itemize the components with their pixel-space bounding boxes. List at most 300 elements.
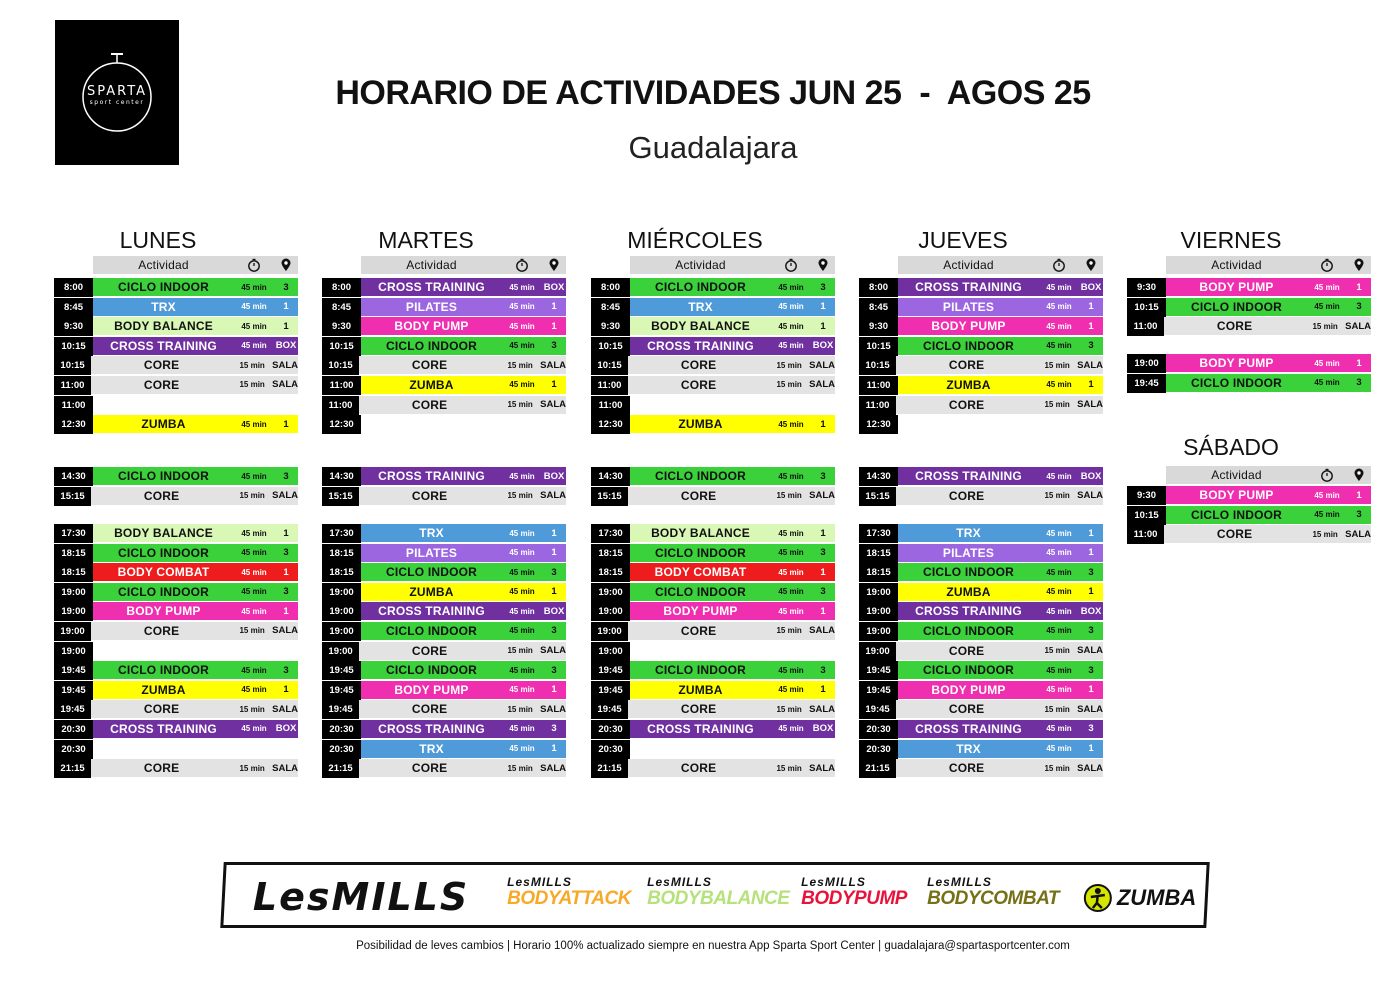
class-time: 18:15 [54, 544, 93, 563]
class-room: SALA [272, 625, 298, 637]
class-time: 10:15 [591, 356, 628, 375]
class-room: 3 [551, 723, 557, 735]
table-header-sabado [1127, 466, 1371, 486]
class-room: SALA [540, 359, 566, 371]
class-row [54, 524, 298, 543]
location-pin-icon [817, 258, 829, 272]
table-header-viernes [1127, 256, 1371, 276]
class-row [54, 298, 298, 317]
class-row [322, 563, 566, 582]
class-time: 19:45 [859, 681, 898, 700]
class-room: 1 [283, 418, 289, 430]
class-duration: 45 min [778, 665, 804, 675]
class-row [322, 376, 566, 395]
class-room: 1 [820, 566, 826, 578]
class-time: 19:00 [322, 602, 361, 621]
class-activity: BODY BALANCE [651, 526, 750, 540]
class-activity: CICLO INDOOR [117, 584, 210, 599]
class-time: 19:00 [54, 602, 93, 621]
class-time: 8:00 [322, 278, 361, 297]
class-duration: 45 min [1046, 471, 1072, 481]
class-duration: 15 min [776, 491, 802, 501]
class-duration: 45 min [1046, 567, 1072, 577]
location-pin-icon [1353, 258, 1365, 272]
class-duration: 45 min [1314, 510, 1340, 520]
table-header-lunes [54, 256, 298, 276]
class-row [859, 720, 1103, 739]
class-duration: 15 min [776, 704, 802, 714]
class-row [859, 487, 1103, 506]
class-time: 11:00 [54, 396, 93, 415]
table-header-miercoles [591, 256, 835, 276]
class-duration: 45 min [1046, 528, 1072, 538]
class-activity: BODY PUMP [1199, 280, 1274, 294]
class-duration: 15 min [776, 360, 802, 370]
class-activity: CICLO INDOOR [922, 663, 1015, 678]
class-room: 1 [1088, 586, 1094, 598]
class-time: 8:00 [54, 278, 93, 297]
class-duration: 45 min [1046, 724, 1072, 734]
class-time: 20:30 [859, 740, 898, 759]
class-duration: 45 min [1046, 302, 1072, 312]
class-room: 3 [820, 470, 826, 482]
class-time: 14:30 [859, 467, 898, 486]
class-duration: 45 min [241, 567, 267, 577]
lesmills-logo: LesMILLS [252, 875, 470, 919]
class-row [1127, 298, 1371, 317]
class-room: BOX [1080, 281, 1102, 293]
class-row [591, 720, 835, 739]
class-activity: BODY COMBAT [654, 565, 747, 580]
class-room: SALA [1077, 490, 1103, 502]
schedule-block-lunes-2 [54, 467, 298, 506]
class-row [859, 376, 1103, 395]
class-time: 9:30 [859, 317, 898, 336]
class-time: 8:45 [859, 298, 898, 317]
class-activity: ZUMBA [141, 682, 186, 697]
class-row [322, 415, 566, 434]
class-time: 8:45 [591, 298, 630, 317]
class-activity: BODY PUMP [394, 319, 469, 334]
class-row [322, 583, 566, 602]
class-time: 20:30 [591, 740, 630, 759]
activity-header: Actividad [943, 258, 994, 272]
class-duration: 15 min [1044, 646, 1070, 656]
class-row [591, 642, 835, 661]
class-time: 21:15 [859, 759, 896, 778]
class-time: 15:15 [859, 487, 896, 506]
class-time: 19:45 [859, 661, 898, 680]
class-room: 3 [283, 470, 289, 482]
class-activity: CROSS TRAINING [915, 604, 1022, 619]
class-activity: CICLO INDOOR [117, 280, 210, 294]
class-time: 20:30 [54, 720, 93, 739]
class-duration: 45 min [778, 302, 804, 312]
class-time: 19:00 [591, 602, 630, 621]
class-time: 19:00 [591, 622, 628, 641]
class-duration: 45 min [241, 302, 267, 312]
class-time: 8:00 [591, 278, 630, 297]
class-row [54, 563, 298, 582]
class-activity: CICLO INDOOR [385, 623, 478, 638]
class-activity: BODY PUMP [394, 682, 469, 697]
schedule-block-jueves-3 [859, 524, 1103, 779]
class-room: 1 [820, 527, 826, 539]
program-logo-bodypump: LesMILLS BODYPUMP [801, 875, 907, 909]
class-duration: 45 min [1046, 744, 1072, 754]
class-activity: CORE [680, 377, 717, 392]
class-room: SALA [1077, 762, 1103, 774]
class-room: SALA [1077, 645, 1103, 657]
class-duration: 45 min [241, 282, 267, 292]
class-room: 1 [820, 418, 826, 430]
class-activity: CORE [948, 761, 985, 776]
class-time: 18:15 [859, 563, 898, 582]
class-row [859, 681, 1103, 700]
class-row [322, 720, 566, 739]
class-time: 17:30 [859, 524, 898, 543]
class-activity: CORE [1216, 319, 1253, 334]
class-row [859, 356, 1103, 375]
class-duration: 15 min [239, 380, 265, 390]
class-duration: 15 min [507, 400, 533, 410]
class-room: SALA [809, 703, 835, 715]
schedule-block-martes-3 [322, 524, 566, 779]
class-time: 19:00 [859, 583, 898, 602]
class-time: 19:45 [54, 681, 93, 700]
class-activity: CORE [411, 643, 448, 658]
class-time: 10:15 [591, 337, 630, 356]
class-row [591, 602, 835, 621]
class-row [54, 317, 298, 336]
class-activity: CICLO INDOOR [385, 338, 478, 353]
class-duration: 45 min [241, 321, 267, 331]
class-row [859, 317, 1103, 336]
class-duration: 45 min [509, 302, 535, 312]
class-room: 3 [1088, 625, 1094, 637]
class-row [54, 759, 298, 778]
class-room: 1 [283, 527, 289, 539]
class-time: 17:30 [322, 524, 361, 543]
class-row [591, 563, 835, 582]
class-row [591, 661, 835, 680]
zumba-figure-icon [1083, 883, 1113, 913]
class-activity: CROSS TRAINING [378, 280, 485, 294]
class-activity: CORE [680, 623, 717, 638]
class-activity: BODY PUMP [1199, 356, 1274, 370]
class-room: 1 [1088, 301, 1094, 313]
class-room: 1 [820, 605, 826, 617]
class-room: 1 [1088, 547, 1094, 559]
class-room: 3 [1356, 377, 1362, 389]
class-row [1127, 278, 1371, 297]
class-activity: CICLO INDOOR [117, 663, 210, 678]
class-activity: CICLO INDOOR [922, 338, 1015, 353]
class-row [322, 622, 566, 641]
schedule-block-lunes-3 [54, 524, 298, 779]
class-time: 19:00 [322, 583, 361, 602]
class-time: 21:15 [322, 759, 359, 778]
class-activity: CORE [1216, 527, 1253, 542]
class-room: SALA [809, 379, 835, 391]
class-time: 11:00 [859, 396, 896, 415]
class-activity: CROSS TRAINING [110, 721, 217, 736]
class-time: 17:30 [54, 524, 93, 543]
class-room: 1 [551, 743, 557, 755]
duration-clock-icon [1052, 258, 1066, 272]
class-row [54, 602, 298, 621]
class-room: SALA [809, 359, 835, 371]
class-room: 3 [551, 340, 557, 352]
class-duration: 45 min [241, 724, 267, 734]
class-time: 19:00 [322, 642, 359, 661]
class-duration: 15 min [1044, 763, 1070, 773]
class-duration: 45 min [1046, 665, 1072, 675]
class-time: 10:15 [322, 337, 361, 356]
schedule-block-miercoles-3 [591, 524, 835, 779]
class-activity: CICLO INDOOR [117, 469, 210, 483]
class-time: 9:30 [54, 317, 93, 336]
class-row [1127, 506, 1371, 525]
class-room: SALA [1345, 320, 1371, 332]
class-row [54, 661, 298, 680]
class-row [322, 544, 566, 563]
class-duration: 45 min [778, 471, 804, 481]
class-duration: 45 min [1314, 490, 1340, 500]
class-room: SALA [809, 625, 835, 637]
class-row [859, 396, 1103, 415]
class-row [859, 278, 1103, 297]
class-time: 19:00 [859, 642, 896, 661]
class-room: 3 [820, 547, 826, 559]
program-logo-bodyattack: LesMILLS BODYATTACK [507, 875, 631, 909]
class-room: 1 [551, 684, 557, 696]
class-duration: 15 min [239, 626, 265, 636]
class-row [322, 396, 566, 415]
class-row [1127, 525, 1371, 544]
class-row [591, 415, 835, 434]
class-room: BOX [543, 605, 565, 617]
class-row [54, 396, 298, 415]
class-row [322, 298, 566, 317]
class-activity: CORE [411, 358, 448, 373]
class-row [859, 298, 1103, 317]
duration-clock-icon [247, 258, 261, 272]
class-activity: CORE [143, 488, 180, 503]
class-duration: 45 min [509, 341, 535, 351]
class-duration: 45 min [241, 471, 267, 481]
class-time: 19:00 [859, 602, 898, 621]
class-room: 1 [283, 566, 289, 578]
class-duration: 45 min [509, 587, 535, 597]
class-duration: 45 min [778, 724, 804, 734]
class-activity: BODY PUMP [126, 604, 201, 619]
class-row [591, 524, 835, 543]
activity-header: Actividad [675, 258, 726, 272]
class-time: 10:15 [859, 337, 898, 356]
class-activity: CICLO INDOOR [654, 584, 747, 599]
class-duration: 45 min [509, 548, 535, 558]
schedule-block-miercoles-2 [591, 467, 835, 506]
class-activity: ZUMBA [141, 417, 186, 432]
class-row [591, 396, 835, 415]
class-activity: BODY PUMP [1199, 488, 1274, 502]
footer-note: Posibilidad de leves cambios | Horario 100% actualizado siempre en nuestra App Sparta Sport Center | guadalajara@spartasportcenter.com [356, 940, 1070, 952]
class-activity: CICLO INDOOR [922, 565, 1015, 580]
class-duration: 45 min [241, 606, 267, 616]
class-time: 19:00 [1127, 354, 1166, 373]
class-activity: CORE [948, 702, 985, 717]
class-room: 1 [1088, 320, 1094, 332]
class-room: 3 [283, 281, 289, 293]
class-room: 1 [551, 379, 557, 391]
duration-clock-icon [1320, 468, 1334, 482]
class-room: 1 [820, 320, 826, 332]
table-header-jueves [859, 256, 1103, 276]
class-activity: CROSS TRAINING [378, 469, 485, 483]
activity-header: Actividad [406, 258, 457, 272]
class-activity: ZUMBA [946, 377, 991, 392]
class-room: 3 [551, 625, 557, 637]
class-duration: 45 min [778, 528, 804, 538]
class-time: 11:00 [591, 396, 630, 415]
table-header-martes [322, 256, 566, 276]
class-room: BOX [1080, 470, 1102, 482]
class-activity: CORE [948, 358, 985, 373]
class-room: SALA [1077, 703, 1103, 715]
class-duration: 45 min [509, 567, 535, 577]
class-activity: CICLO INDOOR [654, 545, 747, 560]
class-duration: 45 min [509, 282, 535, 292]
schedule-block-sabado-1 [1127, 486, 1371, 545]
class-activity: CORE [143, 761, 180, 776]
class-activity: CORE [143, 358, 180, 373]
class-duration: 45 min [1046, 626, 1072, 636]
class-room: BOX [812, 340, 834, 352]
class-activity: TRX [151, 299, 176, 314]
class-duration: 45 min [509, 471, 535, 481]
class-time: 18:15 [591, 544, 630, 563]
class-room: SALA [540, 703, 566, 715]
class-activity: TRX [956, 526, 981, 540]
class-row [322, 642, 566, 661]
class-duration: 45 min [1046, 341, 1072, 351]
class-activity: CICLO INDOOR [654, 469, 747, 483]
activity-header: Actividad [138, 258, 189, 272]
class-row [322, 681, 566, 700]
class-time: 19:45 [591, 700, 628, 719]
class-room: 3 [820, 281, 826, 293]
class-activity: CROSS TRAINING [378, 604, 485, 619]
class-room: SALA [272, 703, 298, 715]
class-time: 19:00 [591, 583, 630, 602]
class-time: 21:15 [591, 759, 628, 778]
class-duration: 45 min [1046, 548, 1072, 558]
class-room: SALA [272, 762, 298, 774]
activity-header: Actividad [1211, 468, 1262, 482]
class-room: 1 [1088, 527, 1094, 539]
class-activity: CICLO INDOOR [117, 545, 210, 560]
class-time: 9:30 [1127, 278, 1166, 297]
class-row [859, 544, 1103, 563]
class-activity: BODY PUMP [931, 319, 1006, 334]
class-time: 19:45 [591, 661, 630, 680]
class-duration: 15 min [1044, 400, 1070, 410]
class-row [54, 642, 298, 661]
class-time: 14:30 [591, 467, 630, 486]
class-row [859, 661, 1103, 680]
class-room: 1 [1088, 684, 1094, 696]
class-time: 8:45 [322, 298, 361, 317]
class-duration: 45 min [1046, 606, 1072, 616]
class-row [591, 278, 835, 297]
class-duration: 45 min [1046, 282, 1072, 292]
class-duration: 45 min [509, 528, 535, 538]
class-row [591, 544, 835, 563]
class-row [591, 337, 835, 356]
class-room: 1 [283, 684, 289, 696]
class-activity: CICLO INDOOR [1190, 299, 1283, 314]
class-activity: CORE [680, 358, 717, 373]
class-row [591, 759, 835, 778]
class-room: 3 [820, 664, 826, 676]
class-room: BOX [543, 281, 565, 293]
class-room: BOX [275, 723, 297, 735]
class-activity: CROSS TRAINING [110, 338, 217, 353]
class-row [1127, 374, 1371, 393]
class-activity: TRX [419, 526, 444, 540]
class-row [591, 487, 835, 506]
class-duration: 15 min [507, 704, 533, 714]
class-time: 11:00 [859, 376, 898, 395]
class-activity: TRX [956, 741, 981, 756]
program-logo-bodycombat: LesMILLS BODYCOMBAT [927, 875, 1060, 909]
class-row [591, 376, 835, 395]
class-duration: 45 min [1314, 282, 1340, 292]
class-duration: 45 min [509, 380, 535, 390]
class-activity: PILATES [942, 299, 995, 314]
class-activity: CICLO INDOOR [654, 280, 747, 294]
class-room: 3 [283, 664, 289, 676]
class-activity: BODY BALANCE [114, 319, 213, 334]
class-duration: 45 min [778, 419, 804, 429]
logo-tagline: sport center [89, 99, 145, 106]
class-time: 18:15 [322, 563, 361, 582]
class-duration: 15 min [1044, 704, 1070, 714]
class-duration: 45 min [1046, 587, 1072, 597]
class-row [859, 642, 1103, 661]
class-activity: BODY PUMP [931, 682, 1006, 697]
class-duration: 45 min [509, 744, 535, 754]
class-time: 12:30 [591, 415, 630, 434]
location-pin-icon [1085, 258, 1097, 272]
class-activity: CROSS TRAINING [915, 469, 1022, 483]
class-activity: CORE [948, 397, 985, 412]
class-room: 3 [1356, 509, 1362, 521]
class-time: 15:15 [322, 487, 359, 506]
class-duration: 15 min [239, 360, 265, 370]
day-heading-martes: MARTES [378, 227, 474, 253]
class-duration: 45 min [778, 548, 804, 558]
class-room: 1 [1356, 281, 1362, 293]
schedule-block-viernes-2 [1127, 354, 1371, 393]
class-row [322, 602, 566, 621]
class-duration: 45 min [241, 548, 267, 558]
class-activity: CORE [143, 623, 180, 638]
class-room: 3 [551, 566, 557, 578]
class-row [591, 467, 835, 486]
class-row [54, 278, 298, 297]
